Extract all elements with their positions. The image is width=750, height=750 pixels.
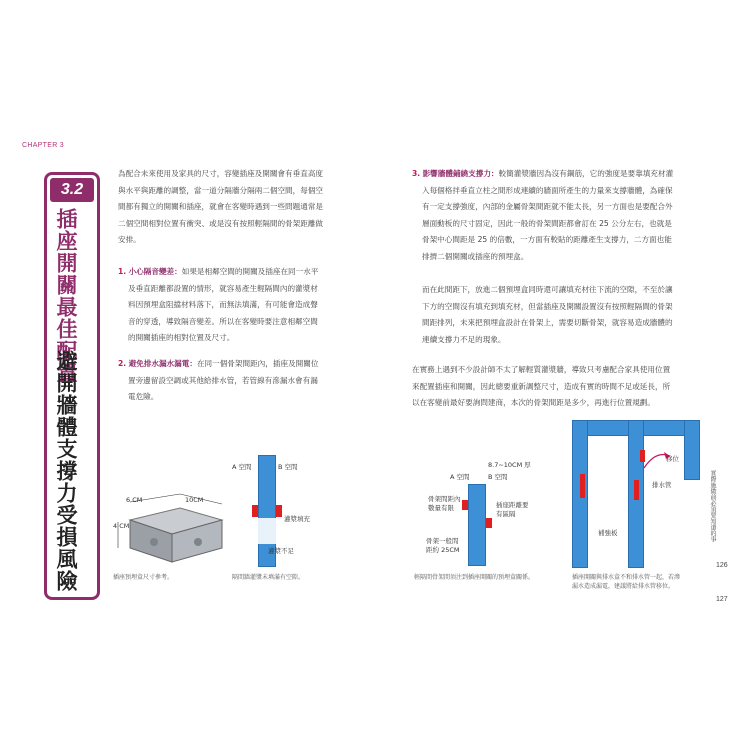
fig3-space-a: A 空間 <box>450 473 470 481</box>
fig2-caption: 隔間牆灌漿未填滿有空隙。 <box>232 574 305 581</box>
fig3-caption: 輕隔間骨架間須注到插座開關的預埋盒關係。 <box>414 574 535 581</box>
fig4-caption: 插座開關與排水盒不和排水管一起，若滲 漏水造成漏電，建議將給排水管移位。 <box>572 574 681 590</box>
fig4-box-mid <box>634 480 639 500</box>
fig2-box-left <box>252 505 258 517</box>
intro-paragraph: 為配合未來使用及家具的尺寸，容變插座及開關會有垂直高度 與水平與距離的調整，當一道分隔牆分隔兩二個空間，每個空 間都有獨立的開關和插座，就會在客變時遇到一些問題通常是 二個空間相對位置有衝突、或是沒有按照輕隔間的骨架距離做 安排。 <box>118 169 324 244</box>
section-number: 3.2 <box>50 178 94 202</box>
fig3-label-3: 骨架一般間 距約 25CM <box>426 537 460 554</box>
fig4-move-label: 移位 <box>666 455 679 463</box>
fig4-box-left <box>580 474 585 498</box>
fig3-space-b: B 空間 <box>488 473 508 481</box>
section-title-main: 插座開關最佳配置 <box>54 208 78 384</box>
item-1: 1. 小心隔音變差：如果是相鄰空間的開關及插座在同一水平 及垂直距離都設置的情形，就容易產生輕隔間內的灌漿材 料因預埋盒阻擋材料落下，而無法填滿，有可能會造成聲 音的穿透，導致隔音變差。所以在客變時要注意相鄰空間 的開關插座的相對位置及尺寸。 <box>118 267 319 342</box>
paragraph-3: 在實務上遇到不少設計師不太了解輕質灌漿牆，導致只考慮配合家具使用位置 來配置插座和開關，因此總要重新調整尺寸，造成有實的時間不足或延長，所 以在客變前最好要詢問建商，本次的骨架間距是多少，再進行位置規劃。 <box>412 365 671 407</box>
item-3: 3. 影響牆體鋪繞支撐力：較簡灌漿牆因為沒有鋼筋，它的強度是要靠填充材灌 入每個格拌垂直立柱之間形成連續的牆面所產生的力量來支撐牆體，為確保 有一定支撐強度，內部的金屬骨架間距就不能太長，另一方面也是要配合外 層面動板的尺寸固定，因此一般的骨架間距都會訂在 25 公分左右，也就是 骨架中心間距是 25 的倍數，一方面有較貼的距離產生支撐力，二方面也能 排擠二個開關或插座的預埋盒。 <box>412 169 674 261</box>
fig1-caption: 插座預埋盒尺寸參考。 <box>113 574 174 581</box>
fig2-space-a: A 空間 <box>232 463 252 471</box>
fig4-drain-label: 排水管 <box>652 481 672 489</box>
fig3-box-1 <box>462 500 468 510</box>
section-title-sub: 避開牆體支撐力受損風險 <box>54 350 78 592</box>
fig3-label-1: 骨架間距內 數量有限 <box>428 495 461 512</box>
item-2: 2. 避免排水漏水漏電：在同一個骨架間距內，插座及開關位 置旁邊留設空調或其他給排水管，若管線有滲漏水會有漏 電危險。 <box>118 359 319 401</box>
fig2-void <box>258 518 276 544</box>
box-height-label: 4 CM <box>113 522 130 530</box>
fig2-box-right <box>276 505 282 517</box>
box-depth-label: 6 CM <box>126 496 143 504</box>
page-number-right: 127 <box>716 596 728 603</box>
fig2-space-b: B 空間 <box>278 463 298 471</box>
paragraph-2: 而在此間距下，放進二個預埋盒同時還可讓填充材往下流的空隙，不至於讓 下方的空間沒有填充到填充材，但當插座及開關設置沒有按照輕隔間的骨架 間距排列，未來把預埋盒設計在骨架上，需要切斷骨架，就容易造成牆體的 連續支撐力不足的現象。 <box>422 285 673 344</box>
fig3-thickness: 8.7~10CM 厚 <box>488 461 531 469</box>
fig3-box-2 <box>486 518 492 528</box>
chapter-label: CHAPTER 3 <box>22 142 64 149</box>
fig3-label-2: 插座距離要 有區隔 <box>496 501 529 518</box>
fig2-gap-label: 灌漿填充 <box>284 515 310 523</box>
box-width-label: 10CM <box>185 496 204 504</box>
side-tab: 實際施做前必須要知道的事 <box>709 470 716 542</box>
fig4-reinforce-label: 補強板 <box>598 529 618 537</box>
fig3-stud <box>468 484 486 566</box>
fig4-right-stud <box>684 420 700 480</box>
fig2-short-label: 灌漿不足 <box>268 547 294 555</box>
page-number-left: 126 <box>716 562 728 569</box>
